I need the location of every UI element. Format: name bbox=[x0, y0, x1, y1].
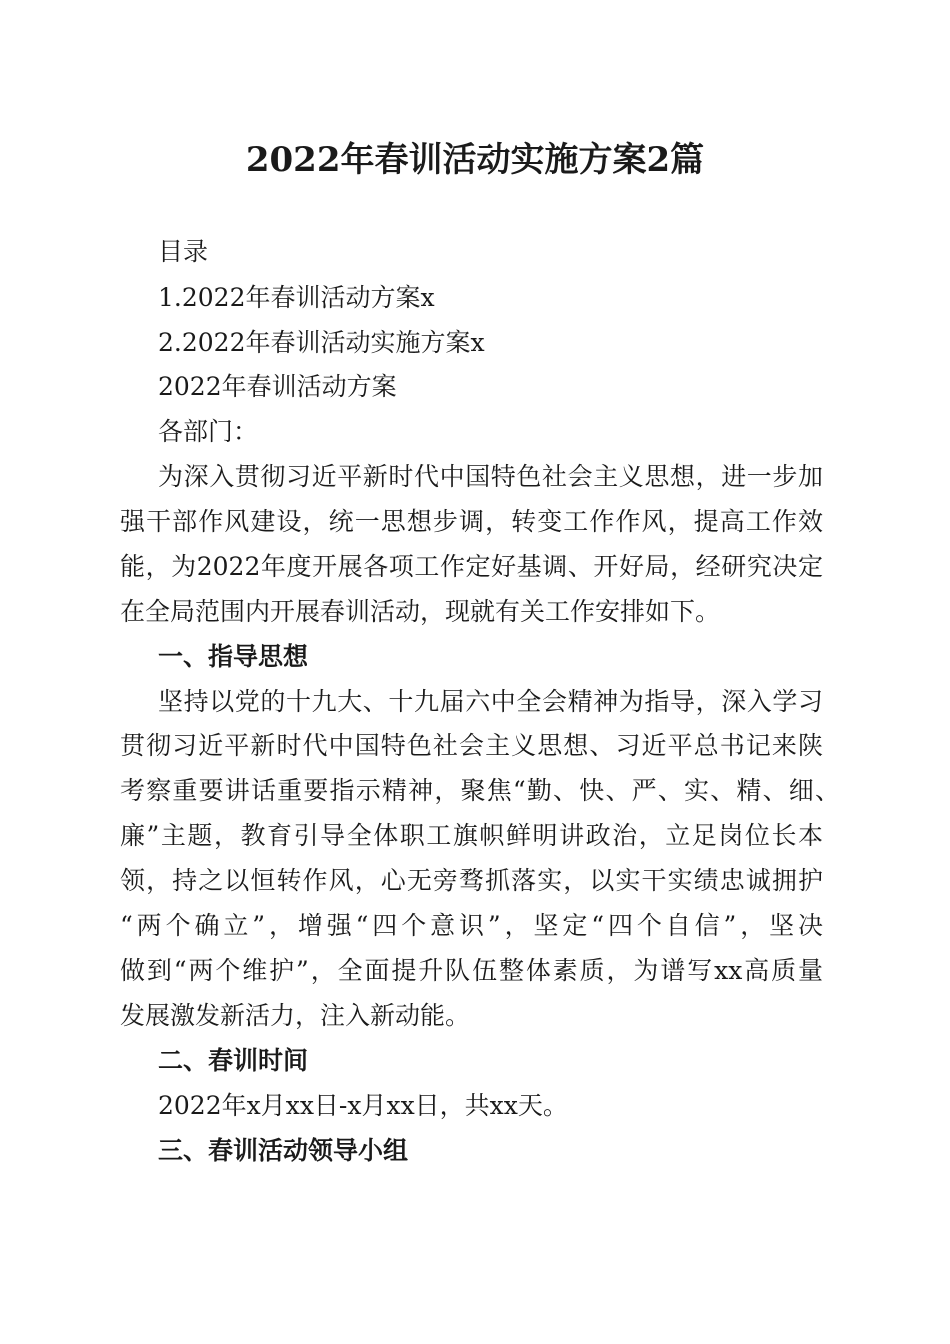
section-doc-title: 2022年春训活动方案 bbox=[158, 372, 397, 401]
section-2-line: 2022年x月xx日-x月xx日，共xx天。 bbox=[158, 1091, 568, 1120]
intro-line-4: 在全局范围内开展春训活动，现就有关工作安排如下。 bbox=[120, 597, 721, 626]
toc-item-1[interactable]: 1.2022年春训活动方案x bbox=[158, 283, 435, 312]
section-1-line-6: “两个确立”，增强“四个意识”，坚定“四个自信”，坚决 bbox=[120, 911, 823, 940]
intro-line-2: 强干部作风建设，统一思想步调，转变工作作风，提高工作效 bbox=[120, 507, 823, 536]
section-1-line-5: 领，持之以恒转作风，心无旁骛抓落实，以实干实绩忠诚拥护 bbox=[120, 866, 823, 895]
section-1-line-7: 做到“两个维护”，全面提升队伍整体素质，为谱写xx高质量 bbox=[120, 956, 823, 985]
section-1-line-3: 考察重要讲话重要指示精神，聚焦“勤、快、严、实、精、细、 bbox=[120, 776, 840, 805]
section-1-line-1: 坚持以党的十九大、十九届六中全会精神为指导，深入学习 bbox=[158, 687, 823, 716]
section-2-heading: 二、春训时间 bbox=[158, 1046, 309, 1075]
intro-line-1: 为深入贯彻习近平新时代中国特色社会主义思想，进一步加 bbox=[158, 462, 823, 491]
intro-line-3: 能，为2022年度开展各项工作定好基调、开好局，经研究决定 bbox=[120, 552, 823, 581]
section-1-heading: 一、指导思想 bbox=[158, 642, 309, 671]
document-title: 2022年春训活动实施方案2篇 bbox=[245, 140, 705, 180]
toc-item-2[interactable]: 2.2022年春训活动实施方案x bbox=[158, 328, 485, 357]
toc-label: 目录 bbox=[158, 237, 209, 266]
section-1-line-8: 发展激发新活力，注入新动能。 bbox=[120, 1001, 471, 1030]
section-1-line-4: 廉”主题，教育引导全体职工旗帜鲜明讲政治，立足岗位长本 bbox=[120, 821, 823, 850]
salutation: 各部门： bbox=[158, 417, 259, 446]
section-3-heading: 三、春训活动领导小组 bbox=[158, 1136, 409, 1165]
section-1-line-2: 贯彻习近平新时代中国特色社会主义思想、习近平总书记来陕 bbox=[120, 731, 823, 760]
